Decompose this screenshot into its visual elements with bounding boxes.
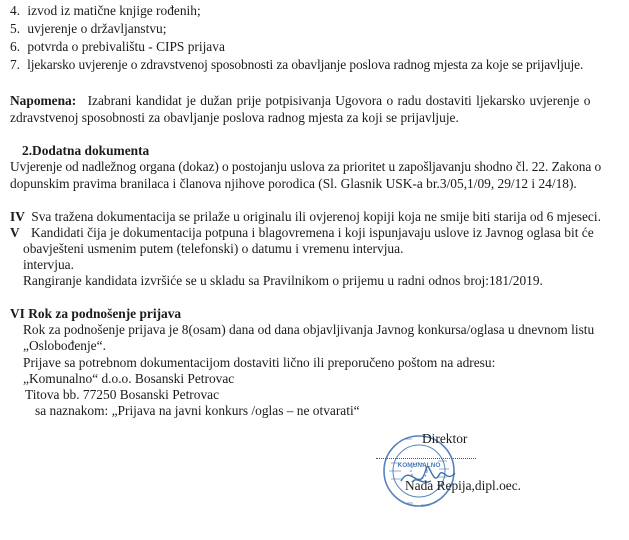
section-v-line-4: Rangiranje kandidata izvršiće se u skladu sa Pravilnikom o prijemu u radni odnos broj:181/2019. <box>23 273 543 288</box>
section-2-heading: 2.Dodatna dokumenta <box>22 143 150 158</box>
section-vi-line-6: sa naznakom: „Prijava na javni konkurs /oglas – ne otvarati“ <box>35 403 360 418</box>
list-text: potvrda o prebivalištu - CIPS prijava <box>27 39 225 54</box>
list-number: 5. <box>10 21 21 36</box>
section-iv-text: Sva tražena dokumentacija se prilaže u originalu ili ovjerenoj kopiji koja ne smije biti starija od 6 mjeseci. <box>31 209 601 224</box>
list-item-6 <box>10 39 225 56</box>
note-text: Izabrani kandidat je dužan prije potpisivanja Ugovora o radu dostaviti ljekarsko uvjerenje o <box>87 93 591 108</box>
list-number: 6. <box>10 39 21 54</box>
section-vi-line-2: „Oslobođenje“. <box>23 338 106 353</box>
section-v-text: Kandidati čija je dokumentacija potpuna i blagovremena i koji ispunjavaju uslove iz Javnog oglasa bit će <box>31 225 594 240</box>
list-item-5 <box>10 21 166 38</box>
note-line-1 <box>10 93 590 110</box>
note-label: Napomena: <box>10 93 77 108</box>
list-text: uvjerenje o državljanstvu; <box>27 21 167 36</box>
signature-line <box>376 458 476 460</box>
list-number: 4. <box>10 3 21 18</box>
list-item-4 <box>10 3 201 20</box>
list-number: 7. <box>10 57 20 72</box>
section-vi-line-5: Titova bb. 77250 Bosanski Petrovac <box>25 387 220 402</box>
signature-name: Nada Repija,dipl.oec. <box>405 478 522 493</box>
section-2-line-2: dopunskim pravima branilaca i članova njihove porodica (Sl. Glasnik USK-a br.3/05,1/09, 29/12 i 24/18). <box>10 176 577 191</box>
section-vi-line-4: „Komunalno“ d.o.o. Bosanski Petrovac <box>23 371 235 386</box>
section-v-number: V <box>10 225 20 240</box>
list-item-7 <box>10 57 583 74</box>
section-vi-heading: VI Rok za podnošenje prijava <box>10 306 182 321</box>
list-text: izvod iz matične knjige rođenih; <box>27 3 201 18</box>
signature-title: Direktor <box>422 431 468 446</box>
stamp-text: KOMUNALNO <box>397 462 441 469</box>
section-iv-number: IV <box>10 209 25 224</box>
section-vi-line-3: Prijave sa potrebnom dokumentacijom dostaviti lično ili preporučeno poštom na adresu: <box>23 355 496 370</box>
section-iv <box>10 209 601 226</box>
section-2-line-1: Uvjerenje od nadležnog organa (dokaz) o postojanju uslova za prioritet u zapošljavanju shodno čl. 22. Zakona o <box>10 159 602 174</box>
section-v-line-3: intervjua. <box>23 257 74 272</box>
note-line-2: zdravstvenoj sposobnosti za obavljanje poslova radnog mjesta za koji se prijavljuje. <box>10 110 459 125</box>
section-vi-line-1: Rok za podnošenje prijava je 8(osam) dana od dana objavljivanja Javnog konkursa/oglasa u dnevnom listu <box>23 322 595 337</box>
section-v-line-1 <box>10 225 594 242</box>
list-text: ljekarsko uvjerenje o zdravstvenoj sposobnosti za obavljanje poslova radnog mjesta za koje se prijavljuje. <box>27 57 584 72</box>
section-v-line-2: obavješteni usmenim putem (telefonski) o datumu i vremenu intervjua. <box>23 241 404 256</box>
